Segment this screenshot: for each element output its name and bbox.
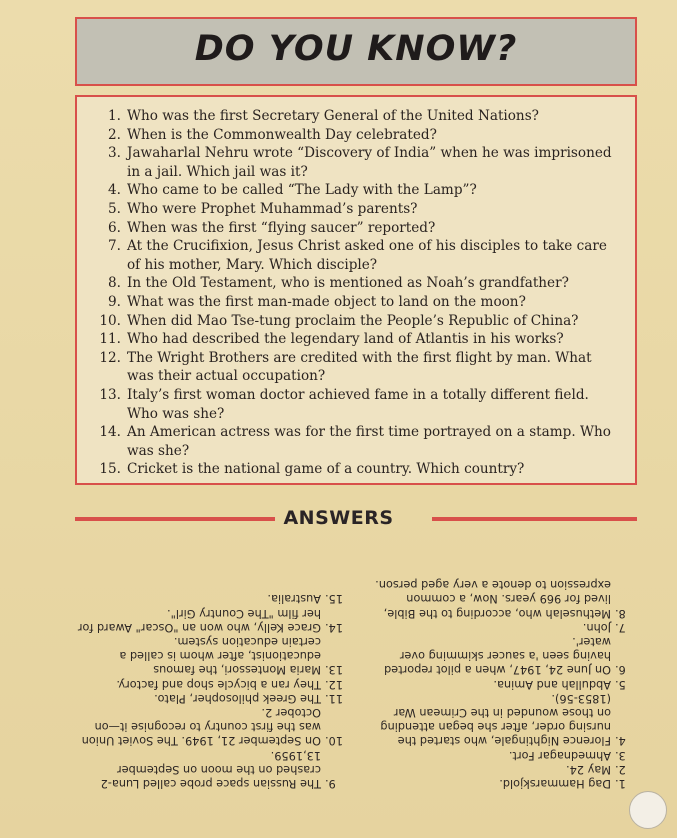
answer-item-number: 2. (615, 762, 626, 776)
answer-item-number: 6. (615, 663, 626, 677)
question-item-number: 11. (99, 331, 121, 348)
answer-item-text: Dag Hammarskjold. (499, 777, 611, 790)
question-item-number: 10. (99, 312, 121, 329)
question-item-number: 9. (108, 293, 121, 310)
answer-item (367, 634, 637, 677)
question-item-text: An American actress was for the first time portrayed on a stamp. Who was she? (127, 424, 611, 459)
answer-item-number: 12. (325, 677, 343, 691)
answer-item-text: Grace Kelly, who won an "Oscar" Award for her film "The Country Girl". (77, 606, 321, 634)
question-item-number: 13. (99, 386, 121, 403)
question-item (95, 237, 621, 274)
answer-item-number: 10. (325, 734, 343, 748)
question-item-number: 3. (108, 145, 121, 162)
answer-item (77, 591, 347, 605)
answer-item (367, 620, 637, 634)
question-item (95, 386, 621, 423)
question-item (95, 200, 621, 219)
questions-box (75, 95, 637, 485)
answer-item-text: On September 21, 1949. The Soviet Union was the first country to recognise it—on October 2. (81, 705, 321, 748)
answer-item-number: 5. (615, 677, 626, 691)
answers-heading: ANSWERS (283, 507, 394, 529)
question-item (95, 181, 621, 200)
answer-item-text: May 24. (566, 762, 611, 776)
questions-list (95, 107, 621, 479)
watermark-logo-icon (629, 791, 667, 829)
question-item-number: 8. (108, 275, 121, 292)
answer-item (77, 605, 347, 633)
question-item-text: When was the first “flying saucer” reported? (127, 219, 436, 236)
question-item-text: Cricket is the national game of a country. Which country? (127, 461, 525, 478)
answer-item (367, 747, 637, 761)
page-title: DO YOU KNOW? (194, 29, 518, 69)
answer-item-text: On June 24, 1947, when a pilot reported having seen 'a saucer skimming over water'. (384, 634, 611, 677)
answer-item-number: 9. (325, 777, 336, 790)
answer-item-number: 11. (325, 691, 343, 705)
answer-item (77, 634, 347, 677)
answer-item-text: Maria Montessori, the famous educationist, after whom is called a certain education system. (119, 634, 321, 677)
question-item-number: 15. (99, 461, 121, 478)
question-item-text: In the Old Testament, who is mentioned as Noah’s grandfather? (127, 275, 569, 292)
answer-item-text: Ahmednagar Fort. (508, 748, 611, 762)
question-item-number: 14. (99, 424, 121, 441)
answer-item (367, 577, 637, 620)
answers-heading-row (0, 507, 677, 533)
question-item-text: Who had described the legendary land of Atlantis in his works? (127, 331, 564, 348)
question-item-text: Who came to be called “The Lady with the Lamp”? (127, 182, 477, 199)
question-item (95, 312, 621, 331)
question-item-text: When is the Commonwealth Day celebrated? (127, 126, 437, 143)
answer-item-text: The Greek philosopher, Plato. (154, 691, 321, 705)
answer-item-text: Methuselah who, according to the Bible, lived for 969 years. Now, a common expression to denote a very aged person. (375, 578, 611, 620)
question-item-number: 5. (108, 200, 121, 217)
question-item-text: The Wright Brothers are credited with the first flight by man. What was their actual occupation? (127, 349, 592, 385)
question-item-text: Italy’s first woman doctor achieved fame in a totally different field. Who was she? (127, 386, 589, 422)
answer-item-number: 13. (325, 663, 343, 677)
question-item (95, 330, 621, 349)
title-banner (75, 17, 637, 86)
question-item (95, 126, 621, 145)
answer-item (367, 776, 637, 790)
answer-item-number: 1. (615, 777, 626, 790)
answer-item-number: 7. (615, 620, 626, 634)
question-item-text: Who was the first Secretary General of the United Nations? (127, 108, 539, 124)
answer-item-number: 3. (615, 748, 626, 762)
heading-rule-right (432, 517, 637, 521)
answer-item-text: The Russian space probe called Luna-2 crashed on the moon on September 13,1959. (100, 748, 321, 790)
answer-item-number: 15. (325, 592, 343, 606)
question-item (95, 274, 621, 293)
question-item-text: What was the first man-made object to land on the moon? (127, 293, 526, 310)
answer-item (367, 691, 637, 748)
question-item-number: 12. (99, 349, 121, 366)
answers-column-right (77, 591, 347, 790)
question-item (95, 423, 621, 460)
answer-item (77, 705, 347, 748)
question-item (95, 107, 621, 126)
answers-upside-down (75, 540, 637, 790)
answer-item-text: They ran a bicycle shop and factory. (116, 677, 321, 691)
answer-item-text: John. (582, 620, 611, 634)
question-item-text: When did Mao Tse-tung proclaim the People’s Republic of China? (127, 312, 579, 329)
question-item-number: 7. (108, 238, 121, 255)
question-item (95, 460, 621, 479)
question-item-text: At the Crucifixion, Jesus Christ asked one of his disciples to take care of his mother, Mary. Which disciple? (127, 238, 607, 273)
answer-item (77, 747, 347, 790)
answer-item-number: 8. (615, 606, 626, 620)
question-item (95, 144, 621, 181)
answer-item (77, 676, 347, 690)
answer-item-number: 4. (615, 734, 626, 748)
answer-item-text: Abdullah and Amina. (493, 677, 611, 691)
question-item-text: Who were Prophet Muhammad’s parents? (127, 200, 418, 217)
question-item (95, 293, 621, 312)
question-item-number: 6. (108, 219, 121, 236)
answer-item-text: Australia. (267, 592, 321, 606)
answer-item (367, 676, 637, 690)
answer-item (367, 762, 637, 776)
answers-column-left (367, 577, 637, 790)
answer-item (77, 691, 347, 705)
answer-item-text: Florence Nightingale, who started the nursing order, after she began attending on those wounded in the Crimean War (1853-56). (380, 691, 611, 748)
question-item-number: 4. (108, 182, 121, 199)
answer-item-number: 14. (325, 620, 343, 634)
question-item-number: 2. (108, 126, 121, 143)
question-item-text: Jawaharlal Nehru wrote “Discovery of India” when he was imprisoned in a jail. Which jail was it? (127, 145, 612, 180)
question-item-number: 1. (108, 108, 121, 124)
question-item (95, 219, 621, 238)
question-item (95, 349, 621, 386)
